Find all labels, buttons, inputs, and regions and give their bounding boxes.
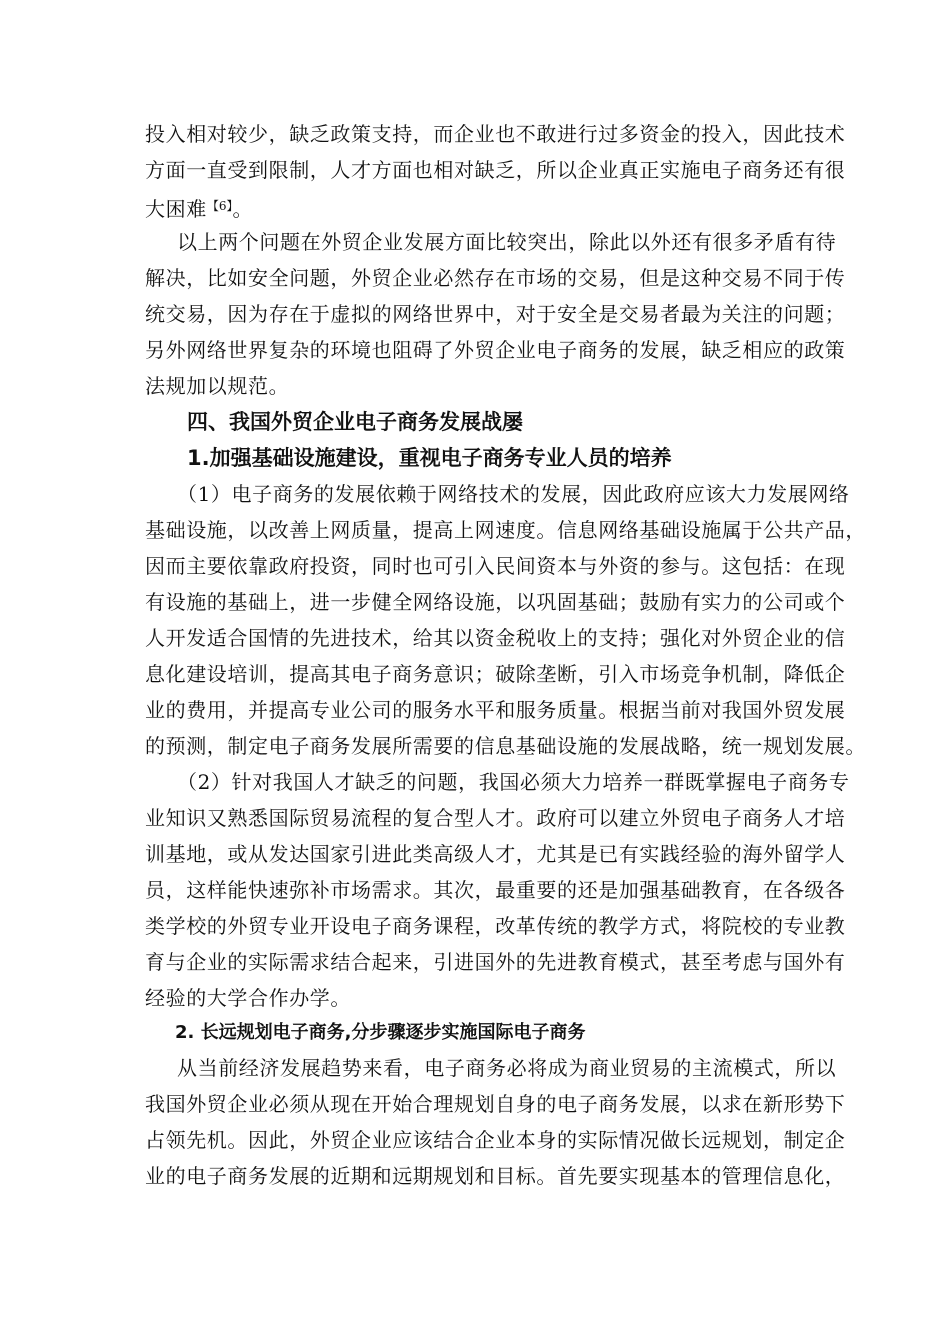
paragraph-5 <box>145 1050 846 1194</box>
paragraph-2-line-5: 法规加以规范。 <box>145 374 290 398</box>
paragraph-5-line-2: 我国外贸企业必须从现在开始合理规划自身的电子商务发展，以求在新形势下 <box>145 1092 846 1116</box>
paragraph-2-line-2: 解决，比如安全问题，外贸企业必然存在市场的交易，但是这种交易不同于传 <box>145 266 846 290</box>
paragraph-1-line-2: 方面一直受到限制，人才方面也相对缺乏，所以企业真正实施电子商务还有很 <box>145 158 846 182</box>
paragraph-4-line-7: 经验的大学合作办学。 <box>145 986 351 1010</box>
paragraph-4-line-3: 训基地，或从发达国家引进此类高级人才，尤其是已有实践经验的海外留学人 <box>145 842 846 866</box>
paragraph-2-line-3: 统交易，因为存在于虚拟的网络世界中，对于安全是交易者最为关注的问题； <box>145 302 846 326</box>
paragraph-2 <box>145 224 846 404</box>
paragraph-5-line-1: 从当前经济发展趋势来看，电子商务必将成为商业贸易的主流模式，所以 <box>177 1056 837 1080</box>
paragraph-3-line-3: 因而主要依靠政府投资，同时也可引入民间资本与外资的参与。这包括：在现 <box>145 554 846 578</box>
paragraph-2-line-1: 以上两个问题在外贸企业发展方面比较突出，除此以外还有很多矛盾有待 <box>177 230 837 254</box>
subsection-2-heading: 2. 长远规划电子商务,分步骤逐步实施国际电子商务 <box>175 1022 586 1043</box>
paragraph-1-line-1: 投入相对较少，缺乏政策支持，而企业也不敢进行过多资金的投入，因此技术 <box>145 122 846 146</box>
paragraph-3-line-2: 基础设施，以改善上网质量，提高上网速度。信息网络基础设施属于公共产品， <box>145 518 866 542</box>
paragraph-3-line-5: 人开发适合国情的先进技术，给其以资金税收上的支持；强化对外贸企业的信 <box>145 626 846 650</box>
paragraph-3-line-1: （1）电子商务的发展依赖于网络技术的发展，因此政府应该大力发展网络 <box>177 482 850 506</box>
paragraph-1-line-3-end: 。 <box>232 197 254 221</box>
paragraph-1-line-3-text: 大困难 <box>145 197 207 221</box>
paragraph-3-line-7: 业的费用，并提高专业公司的服务水平和服务质量。根据当前对我国外贸发展 <box>145 698 846 722</box>
paragraph-5-line-3: 占领先机。因此，外贸企业应该结合企业本身的实际情况做长远规划，制定企 <box>145 1128 846 1152</box>
paragraph-4-line-1: （2）针对我国人才缺乏的问题，我国必须大力培养一群既掌握电子商务专 <box>177 770 850 794</box>
paragraph-3-line-8: 的预测，制定电子商务发展所需要的信息基础设施的发展战略，统一规划发展。 <box>145 734 866 758</box>
paragraph-1-line-3 <box>145 188 807 224</box>
paragraph-5-line-4: 业的电子商务发展的近期和远期规划和目标。首先要实现基本的管理信息化， <box>145 1164 846 1188</box>
paragraph-4-line-2: 业知识又熟悉国际贸易流程的复合型人才。政府可以建立外贸电子商务人才培 <box>145 806 846 830</box>
paragraph-4-line-6: 育与企业的实际需求结合起来，引进国外的先进教育模式，甚至考虑与国外有 <box>145 950 846 974</box>
section-4-heading: 四、我国外贸企业电子商务发展战屡 <box>187 410 523 434</box>
paragraph-2-line-4: 另外网络世界复杂的环境也阻碍了外贸企业电子商务的发展，缺乏相应的政策 <box>145 338 846 362</box>
citation-ref: 【6】 <box>206 199 233 213</box>
paragraph-4-line-5: 类学校的外贸专业开设电子商务课程，改革传统的教学方式，将院校的专业教 <box>145 914 846 938</box>
document-page <box>145 116 866 1194</box>
paragraph-3-line-4: 有设施的基础上，进一步健全网络设施，以巩固基础；鼓励有实力的公司或个 <box>145 590 846 614</box>
paragraph-4-line-4: 员，这样能快速弥补市场需求。其次，最重要的还是加强基础教育，在各级各 <box>145 878 846 902</box>
paragraph-3 <box>145 476 866 764</box>
subsection-1-heading: 1.加强基础设施建设，重视电子商务专业人员的培养 <box>187 446 672 470</box>
paragraph-1 <box>145 116 846 224</box>
paragraph-4 <box>145 764 850 1016</box>
paragraph-3-line-6: 息化建设培训，提高其电子商务意识；破除垄断，引入市场竞争机制，降低企 <box>145 662 846 686</box>
